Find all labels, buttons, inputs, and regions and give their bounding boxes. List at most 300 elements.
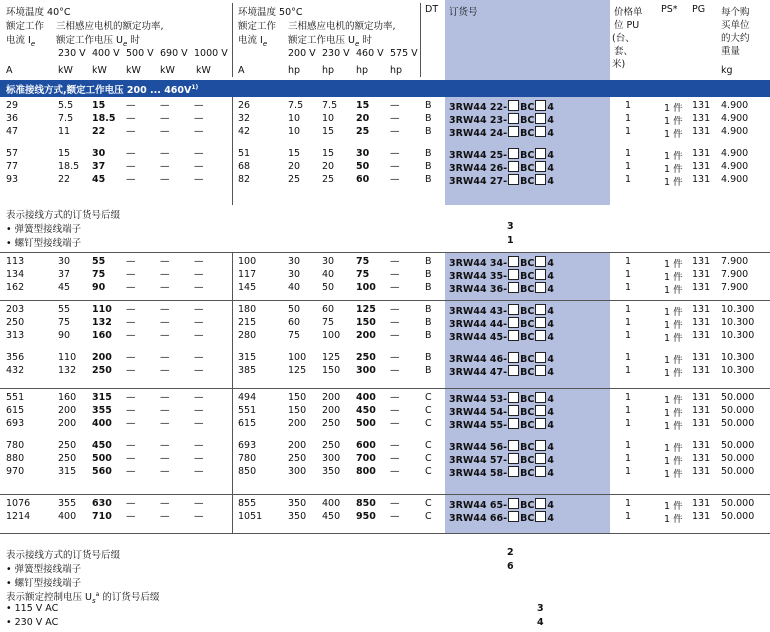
cell-price-unit: 1 bbox=[625, 269, 632, 280]
cell-power-hp: — bbox=[390, 174, 400, 185]
cell-power-hp: 350 bbox=[288, 511, 307, 522]
cell-power-kw: — bbox=[160, 304, 170, 315]
cell-power-hp: — bbox=[390, 256, 400, 267]
order-prefix: 3RW44 23- bbox=[449, 115, 508, 126]
cell-power-kw: 90 bbox=[58, 330, 71, 341]
order-mid: BC bbox=[520, 420, 535, 431]
cell-power-kw: — bbox=[160, 161, 170, 172]
order-mid: BC bbox=[520, 468, 535, 479]
order-number bbox=[449, 392, 554, 405]
cell-current-50: 850 bbox=[238, 466, 257, 477]
unit-kw: kW bbox=[126, 65, 141, 76]
suffix-item-code: 6 bbox=[507, 561, 514, 572]
cell-power-kw: — bbox=[194, 317, 204, 328]
group-separator bbox=[0, 388, 770, 389]
order-number bbox=[449, 511, 554, 524]
cell-power-hp: — bbox=[390, 440, 400, 451]
cell-power-hp: 75 bbox=[356, 269, 370, 280]
volt40-690: 690 V bbox=[160, 48, 188, 59]
order-placeholder-box bbox=[508, 148, 519, 159]
cell-power-kw: — bbox=[126, 256, 136, 267]
cell-power-hp: 30 bbox=[356, 148, 370, 159]
cell-power-hp: 300 bbox=[356, 365, 376, 376]
cell-power-hp: 200 bbox=[288, 418, 307, 429]
cell-dt: C bbox=[425, 440, 432, 451]
cell-power-kw: 30 bbox=[92, 148, 106, 159]
cell-weight: 7.900 bbox=[721, 256, 749, 267]
cell-power-hp: — bbox=[390, 100, 400, 111]
cell-power-kw: 22 bbox=[92, 126, 106, 137]
cell-dt: C bbox=[425, 498, 432, 509]
cell-power-hp: 50 bbox=[288, 304, 301, 315]
cell-power-kw: 400 bbox=[92, 418, 112, 429]
cell-power-hp: — bbox=[390, 161, 400, 172]
cell-power-hp: — bbox=[390, 317, 400, 328]
cell-pg: 131 bbox=[692, 304, 711, 315]
cell-power-kw: — bbox=[160, 174, 170, 185]
cell-power-kw: — bbox=[126, 392, 136, 403]
cell-current-40: 1214 bbox=[6, 511, 31, 522]
cell-current-40: 551 bbox=[6, 392, 25, 403]
order-mid: BC bbox=[520, 306, 535, 317]
volt50-200: 200 V bbox=[288, 48, 316, 59]
cell-current-50: 51 bbox=[238, 148, 251, 159]
cell-current-40: 615 bbox=[6, 405, 25, 416]
order-prefix: 3RW44 54- bbox=[449, 407, 508, 418]
cell-pg: 131 bbox=[692, 352, 711, 363]
cell-pg: 131 bbox=[692, 256, 711, 267]
order-mid: BC bbox=[520, 367, 535, 378]
unit-kw: kW bbox=[160, 65, 175, 76]
cell-power-hp: 7.5 bbox=[322, 100, 338, 111]
cell-ps: 1 件 bbox=[664, 421, 683, 432]
cell-current-50: 494 bbox=[238, 392, 257, 403]
cell-power-kw: — bbox=[126, 405, 136, 416]
cell-power-hp: 125 bbox=[322, 352, 341, 363]
cell-power-hp: 250 bbox=[356, 352, 376, 363]
cell-power-kw: 160 bbox=[92, 330, 112, 341]
unit-hp: hp bbox=[288, 65, 301, 76]
order-mid: BC bbox=[520, 442, 535, 453]
cell-power-kw: 250 bbox=[58, 440, 77, 451]
cell-current-40: 134 bbox=[6, 269, 25, 280]
order-placeholder-box bbox=[535, 405, 546, 416]
order-prefix: 3RW44 55- bbox=[449, 420, 508, 431]
cell-power-hp: 100 bbox=[288, 352, 307, 363]
motor-power-label-1-50: 三相感应电机的额定功率, bbox=[288, 21, 396, 32]
order-mid: BC bbox=[520, 407, 535, 418]
cell-power-hp: 125 bbox=[356, 304, 376, 315]
cell-power-kw: — bbox=[194, 352, 204, 363]
cell-current-50: 385 bbox=[238, 365, 257, 376]
order-number bbox=[449, 317, 554, 330]
unit-a-50: A bbox=[238, 65, 245, 76]
suffix-title: 表示接线方式的订货号后缀 bbox=[6, 550, 121, 561]
cell-power-hp: 15 bbox=[322, 148, 335, 159]
order-placeholder-box bbox=[535, 453, 546, 464]
order-end: 4 bbox=[547, 407, 554, 418]
cell-price-unit: 1 bbox=[625, 440, 632, 451]
cell-power-kw: — bbox=[160, 453, 170, 464]
order-end: 4 bbox=[547, 367, 554, 378]
cell-current-40: 77 bbox=[6, 161, 19, 172]
order-end: 4 bbox=[547, 354, 554, 365]
cell-current-50: 100 bbox=[238, 256, 257, 267]
cell-power-kw: 450 bbox=[92, 440, 112, 451]
cell-power-kw: 200 bbox=[92, 352, 112, 363]
order-placeholder-box bbox=[508, 174, 519, 185]
cell-power-kw: — bbox=[126, 113, 136, 124]
order-placeholder-box bbox=[508, 365, 519, 376]
cell-power-kw: — bbox=[126, 304, 136, 315]
cell-power-kw: — bbox=[126, 282, 136, 293]
cell-power-hp: 25 bbox=[356, 126, 370, 137]
cell-power-hp: 350 bbox=[288, 498, 307, 509]
cell-power-kw: — bbox=[194, 466, 204, 477]
cell-dt: B bbox=[425, 113, 432, 124]
cell-dt: B bbox=[425, 256, 432, 267]
order-placeholder-box bbox=[535, 304, 546, 315]
order-end: 4 bbox=[547, 128, 554, 139]
cell-current-40: 93 bbox=[6, 174, 19, 185]
cell-power-kw: — bbox=[194, 453, 204, 464]
cell-power-kw: — bbox=[160, 113, 170, 124]
suffix-item-label: • 230 V AC bbox=[6, 617, 59, 628]
order-prefix: 3RW44 22- bbox=[449, 102, 508, 113]
cell-power-kw: — bbox=[160, 256, 170, 267]
cell-weight: 50.000 bbox=[721, 418, 755, 429]
cell-weight: 4.900 bbox=[721, 113, 749, 124]
cell-current-50: 82 bbox=[238, 174, 251, 185]
cell-power-hp: 15 bbox=[356, 100, 370, 111]
cell-power-hp: — bbox=[390, 269, 400, 280]
order-mid: BC bbox=[520, 258, 535, 269]
order-mid: BC bbox=[520, 150, 535, 161]
cell-dt: B bbox=[425, 269, 432, 280]
order-prefix: 3RW44 47- bbox=[449, 367, 508, 378]
cell-current-40: 113 bbox=[6, 256, 25, 267]
cell-weight: 50.000 bbox=[721, 466, 755, 477]
order-mid: BC bbox=[520, 176, 535, 187]
suffix-item-code: 3 bbox=[507, 221, 514, 232]
order-placeholder-box bbox=[535, 161, 546, 172]
cell-ps: 1 件 bbox=[664, 395, 683, 406]
cell-power-hp: 30 bbox=[288, 269, 301, 280]
cell-power-kw: — bbox=[160, 365, 170, 376]
order-number bbox=[449, 100, 554, 113]
cell-ps: 1 件 bbox=[664, 103, 683, 114]
cell-price-unit: 1 bbox=[625, 304, 632, 315]
table-divider bbox=[232, 97, 233, 205]
cell-power-kw: — bbox=[126, 317, 136, 328]
order-placeholder-box bbox=[508, 466, 519, 477]
unit-hp: hp bbox=[390, 65, 403, 76]
cell-price-unit: 1 bbox=[625, 256, 632, 267]
cell-power-hp: 50 bbox=[356, 161, 370, 172]
order-mid: BC bbox=[520, 455, 535, 466]
section-band-title: 标准接线方式,额定工作电压 200 ... $460V^{1)}$ bbox=[6, 83, 199, 96]
cell-dt: C bbox=[425, 405, 432, 416]
cell-ps: 1 件 bbox=[664, 368, 683, 379]
cell-price-unit: 1 bbox=[625, 113, 632, 124]
cell-power-kw: 200 bbox=[58, 418, 77, 429]
order-placeholder-box bbox=[535, 498, 546, 509]
cell-pg: 131 bbox=[692, 365, 711, 376]
cell-current-40: 162 bbox=[6, 282, 25, 293]
cell-power-hp: — bbox=[390, 352, 400, 363]
order-end: 4 bbox=[547, 332, 554, 343]
cell-current-40: 970 bbox=[6, 466, 25, 477]
suffix-item-label: • 115 V AC bbox=[6, 603, 59, 614]
order-prefix: 3RW44 56- bbox=[449, 442, 508, 453]
order-end: 4 bbox=[547, 500, 554, 511]
order-placeholder-box bbox=[535, 174, 546, 185]
order-placeholder-box bbox=[535, 100, 546, 111]
cell-weight: 4.900 bbox=[721, 148, 749, 159]
cell-weight: 50.000 bbox=[721, 453, 755, 464]
order-number bbox=[449, 466, 554, 479]
cell-pg: 131 bbox=[692, 511, 711, 522]
cell-weight: 50.000 bbox=[721, 440, 755, 451]
cell-price-unit: 1 bbox=[625, 511, 632, 522]
cell-power-kw: — bbox=[160, 148, 170, 159]
cell-pg: 131 bbox=[692, 466, 711, 477]
order-placeholder-box bbox=[535, 440, 546, 451]
cell-power-kw: — bbox=[126, 352, 136, 363]
cell-current-40: 47 bbox=[6, 126, 19, 137]
order-mid: BC bbox=[520, 319, 535, 330]
suffix-title: 表示额定控制电压 $U_s^a$ 的订货号后缀 bbox=[6, 590, 160, 605]
cell-power-kw: — bbox=[126, 269, 136, 280]
cell-price-unit: 1 bbox=[625, 405, 632, 416]
cell-power-kw: — bbox=[160, 352, 170, 363]
pg-header: PG bbox=[692, 4, 706, 15]
cell-price-unit: 1 bbox=[625, 282, 632, 293]
cell-current-50: 145 bbox=[238, 282, 257, 293]
env-temp-50: 环境温度 50°C bbox=[238, 7, 303, 18]
cell-power-hp: 75 bbox=[356, 256, 370, 267]
cell-power-kw: 45 bbox=[58, 282, 71, 293]
cell-power-hp: — bbox=[390, 365, 400, 376]
unit-kw: kW bbox=[196, 65, 211, 76]
dt-header: DT bbox=[425, 4, 439, 15]
cell-price-unit: 1 bbox=[625, 352, 632, 363]
cell-current-50: 32 bbox=[238, 113, 251, 124]
order-mid: BC bbox=[520, 354, 535, 365]
suffix-title: 表示接线方式的订货号后缀 bbox=[6, 210, 121, 221]
unit-kg: kg bbox=[721, 65, 733, 76]
cell-price-unit: 1 bbox=[625, 466, 632, 477]
cell-pg: 131 bbox=[692, 317, 711, 328]
order-placeholder-box bbox=[508, 269, 519, 280]
cell-power-kw: 710 bbox=[92, 511, 112, 522]
cell-power-kw: 30 bbox=[58, 256, 71, 267]
cell-price-unit: 1 bbox=[625, 126, 632, 137]
volt40-230: 230 V bbox=[58, 48, 86, 59]
cell-current-40: 57 bbox=[6, 148, 19, 159]
cell-power-hp: 250 bbox=[288, 453, 307, 464]
order-placeholder-box bbox=[508, 405, 519, 416]
order-placeholder-box bbox=[508, 100, 519, 111]
env-temp-40: 环境温度 40°C bbox=[6, 7, 71, 18]
order-prefix: 3RW44 27- bbox=[449, 176, 508, 187]
order-number bbox=[449, 113, 554, 126]
order-number bbox=[449, 256, 554, 269]
cell-power-kw: 37 bbox=[58, 269, 71, 280]
cell-weight: 10.300 bbox=[721, 304, 755, 315]
order-placeholder-box bbox=[508, 161, 519, 172]
cell-power-kw: — bbox=[194, 392, 204, 403]
cell-power-kw: — bbox=[126, 161, 136, 172]
order-mid: BC bbox=[520, 102, 535, 113]
suffix-item-label: • 弹簧型接线端子 bbox=[6, 564, 82, 575]
cell-power-hp: 20 bbox=[322, 161, 335, 172]
cell-weight: 50.000 bbox=[721, 498, 755, 509]
cell-power-hp: — bbox=[390, 511, 400, 522]
cell-pg: 131 bbox=[692, 161, 711, 172]
cell-ps: 1 件 bbox=[664, 116, 683, 127]
order-end: 4 bbox=[547, 455, 554, 466]
cell-power-kw: 315 bbox=[92, 392, 112, 403]
cell-power-hp: 15 bbox=[288, 148, 301, 159]
cell-power-kw: 132 bbox=[92, 317, 112, 328]
cell-power-kw: — bbox=[160, 269, 170, 280]
cell-dt: B bbox=[425, 126, 432, 137]
cell-pg: 131 bbox=[692, 453, 711, 464]
cell-power-kw: — bbox=[126, 466, 136, 477]
cell-power-hp: 10 bbox=[288, 113, 301, 124]
order-number bbox=[449, 453, 554, 466]
cell-power-kw: 560 bbox=[92, 466, 112, 477]
cell-pg: 131 bbox=[692, 148, 711, 159]
order-prefix: 3RW44 43- bbox=[449, 306, 508, 317]
cell-dt: C bbox=[425, 466, 432, 477]
order-placeholder-box bbox=[535, 365, 546, 376]
cell-power-hp: — bbox=[390, 126, 400, 137]
cell-weight: 10.300 bbox=[721, 317, 755, 328]
cell-power-kw: — bbox=[194, 365, 204, 376]
cell-current-50: 280 bbox=[238, 330, 257, 341]
cell-power-hp: 450 bbox=[322, 511, 341, 522]
cell-weight: 10.300 bbox=[721, 330, 755, 341]
cell-power-hp: 10 bbox=[322, 113, 335, 124]
cell-ps: 1 件 bbox=[664, 259, 683, 270]
cell-power-hp: — bbox=[390, 330, 400, 341]
cell-power-kw: — bbox=[160, 317, 170, 328]
cell-power-hp: 200 bbox=[322, 405, 341, 416]
cell-power-hp: 300 bbox=[322, 453, 341, 464]
cell-power-hp: 60 bbox=[288, 317, 301, 328]
unit-kw: kW bbox=[92, 65, 107, 76]
cell-power-kw: 37 bbox=[92, 161, 106, 172]
order-placeholder-box bbox=[535, 418, 546, 429]
order-placeholder-box bbox=[508, 352, 519, 363]
cell-power-kw: — bbox=[126, 365, 136, 376]
cell-power-hp: 20 bbox=[288, 161, 301, 172]
cell-weight: 7.900 bbox=[721, 282, 749, 293]
cell-dt: B bbox=[425, 365, 432, 376]
order-placeholder-box bbox=[535, 148, 546, 159]
cell-power-hp: 300 bbox=[288, 466, 307, 477]
order-mid: BC bbox=[520, 271, 535, 282]
cell-current-50: 780 bbox=[238, 453, 257, 464]
suffix-item-label: • 弹簧型接线端子 bbox=[6, 224, 82, 235]
order-prefix: 3RW44 34- bbox=[449, 258, 508, 269]
order-placeholder-box bbox=[508, 282, 519, 293]
volt50-460: 460 V bbox=[356, 48, 384, 59]
cell-power-hp: — bbox=[390, 453, 400, 464]
cell-power-hp: — bbox=[390, 113, 400, 124]
order-prefix: 3RW44 53- bbox=[449, 394, 508, 405]
cell-power-kw: — bbox=[194, 148, 204, 159]
group-separator bbox=[0, 533, 770, 534]
order-placeholder-box bbox=[508, 126, 519, 137]
cell-power-kw: 55 bbox=[58, 304, 71, 315]
order-end: 4 bbox=[547, 513, 554, 524]
cell-weight: 50.000 bbox=[721, 392, 755, 403]
cell-price-unit: 1 bbox=[625, 365, 632, 376]
cell-ps: 1 件 bbox=[664, 285, 683, 296]
order-number bbox=[449, 304, 554, 317]
suffix-item-code: 3 bbox=[537, 603, 544, 614]
cell-power-hp: 150 bbox=[288, 405, 307, 416]
cell-power-hp: 400 bbox=[322, 498, 341, 509]
order-end: 4 bbox=[547, 150, 554, 161]
order-placeholder-box bbox=[508, 418, 519, 429]
cell-ps: 1 件 bbox=[664, 443, 683, 454]
suffix-item-label: • 螺钉型接线端子 bbox=[6, 238, 82, 249]
order-end: 4 bbox=[547, 468, 554, 479]
cell-power-kw: 110 bbox=[58, 352, 77, 363]
cell-power-hp: 400 bbox=[356, 392, 376, 403]
cell-power-hp: — bbox=[390, 418, 400, 429]
cell-price-unit: 1 bbox=[625, 161, 632, 172]
cell-power-hp: — bbox=[390, 392, 400, 403]
cell-weight: 4.900 bbox=[721, 174, 749, 185]
order-number bbox=[449, 330, 554, 343]
order-placeholder-box bbox=[508, 256, 519, 267]
rated-current-label-2-50: 电流 $I_e$ bbox=[238, 35, 268, 48]
volt40-1000: 1000 V bbox=[194, 48, 228, 59]
cell-current-50: 315 bbox=[238, 352, 257, 363]
cell-power-kw: 132 bbox=[58, 365, 77, 376]
order-end: 4 bbox=[547, 102, 554, 113]
cell-current-40: 780 bbox=[6, 440, 25, 451]
cell-power-kw: — bbox=[126, 498, 136, 509]
cell-current-50: 615 bbox=[238, 418, 257, 429]
order-placeholder-box bbox=[535, 126, 546, 137]
order-mid: BC bbox=[520, 115, 535, 126]
cell-dt: C bbox=[425, 511, 432, 522]
cell-weight: 50.000 bbox=[721, 405, 755, 416]
cell-power-kw: — bbox=[194, 126, 204, 137]
group-separator bbox=[0, 252, 770, 253]
cell-price-unit: 1 bbox=[625, 100, 632, 111]
order-prefix: 3RW44 25- bbox=[449, 150, 508, 161]
cell-power-kw: — bbox=[194, 113, 204, 124]
cell-power-kw: — bbox=[126, 148, 136, 159]
cell-current-40: 356 bbox=[6, 352, 25, 363]
cell-power-kw: — bbox=[160, 405, 170, 416]
cell-power-kw: — bbox=[160, 392, 170, 403]
cell-price-unit: 1 bbox=[625, 418, 632, 429]
cell-power-kw: — bbox=[126, 418, 136, 429]
cell-power-kw: — bbox=[126, 440, 136, 451]
cell-ps: 1 件 bbox=[664, 129, 683, 140]
cell-power-hp: 25 bbox=[322, 174, 335, 185]
order-end: 4 bbox=[547, 176, 554, 187]
ps-header: PS* bbox=[661, 4, 678, 15]
